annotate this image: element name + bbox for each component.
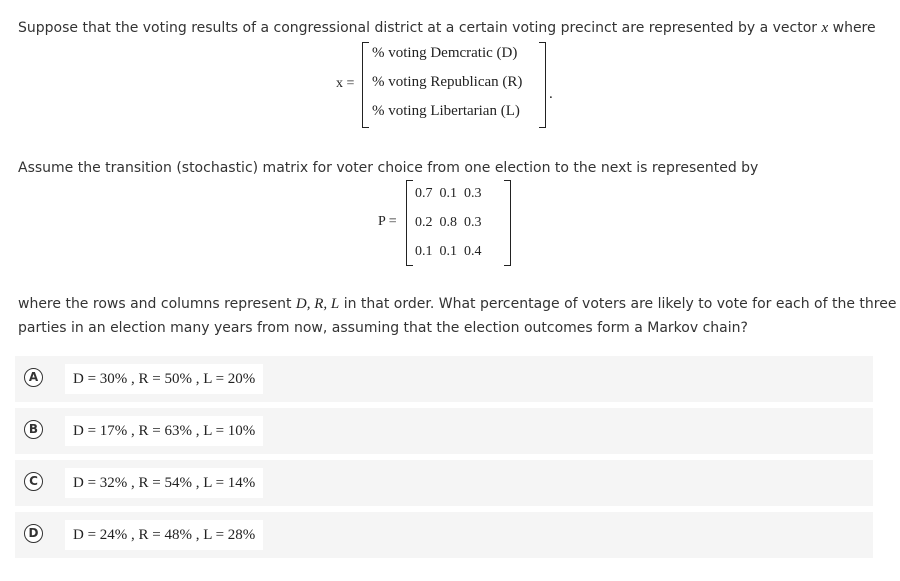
answer-option-b[interactable] [15,408,873,454]
intro-text: Suppose that the voting results of a congressional district at a certain voting precinct are represented by a vector [18,20,818,36]
intro-line [18,20,876,37]
vector-period: . [549,86,553,102]
right-bracket [504,180,511,266]
question-text-a: where the rows and columns represent [18,296,292,312]
question-math: D, R, L [295,296,340,312]
question-text-b: in that order. What percentage of voters are likely to vote for each of the three [343,296,897,312]
matrix-row: 0.7 0.1 0.3 [415,186,482,201]
vector-row: % voting Demcratic (D) [372,45,518,61]
matrix-p [406,180,511,266]
option-text: D = 17% , R = 63% , L = 10% [65,416,263,446]
vector-row: % voting Libertarian (L) [372,103,520,119]
matrix-lhs: P = [378,214,397,229]
option-letter-badge: A [24,368,43,387]
answer-option-d[interactable] [15,512,873,558]
matrix-row: 0.2 0.8 0.3 [415,215,482,230]
intro-var: x [821,20,829,36]
option-text: D = 24% , R = 48% , L = 28% [65,520,263,550]
answer-option-a[interactable] [15,356,873,402]
vector-lhs: x = [336,76,355,91]
matrix-row: 0.1 0.1 0.4 [415,244,482,259]
left-bracket [406,180,413,266]
right-bracket [539,42,546,128]
left-bracket [362,42,369,128]
vector-row: % voting Republican (R) [372,74,523,90]
option-letter-badge: B [24,420,43,439]
question-line-1 [18,296,896,313]
question-line-2: parties in an election many years from now, assuming that the election outcomes form a Markov chain? [18,320,748,336]
intro-tail: where [832,20,876,36]
vector-x [362,42,546,128]
option-text: D = 32% , R = 54% , L = 14% [65,468,263,498]
option-letter-badge: D [24,524,43,543]
option-text: D = 30% , R = 50% , L = 20% [65,364,263,394]
assume-text: Assume the transition (stochastic) matrix for voter choice from one election to the next is represented by [18,160,759,176]
option-letter-badge: C [24,472,43,491]
answer-option-c[interactable] [15,460,873,506]
